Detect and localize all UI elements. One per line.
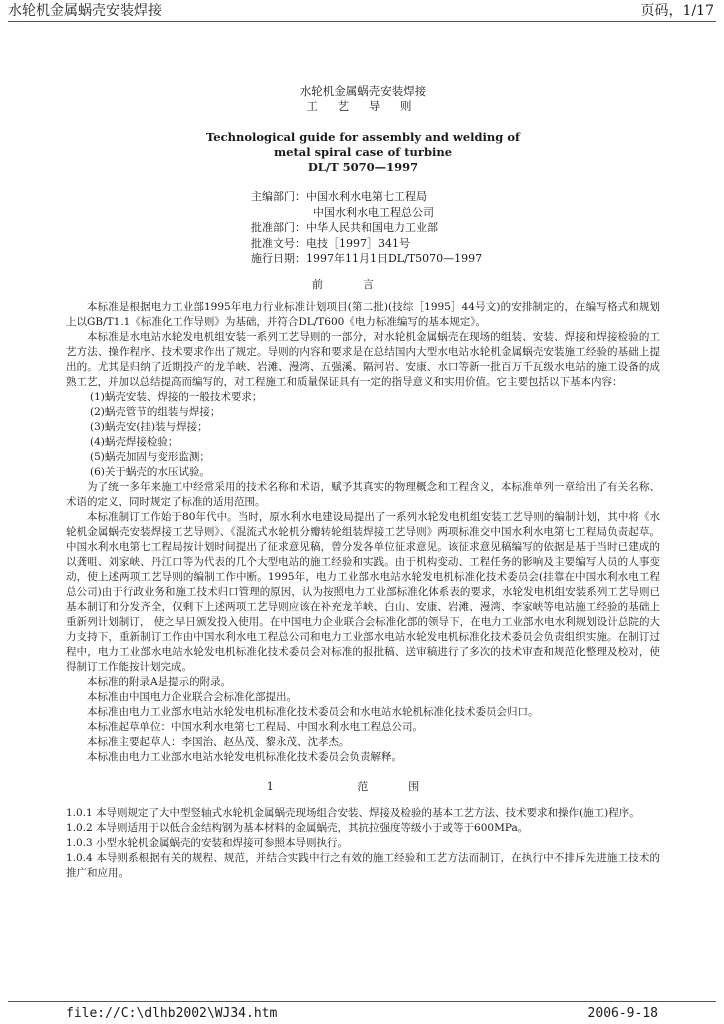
- preface-paragraph: 本标准由电力工业部水电站水轮发电机标准化技术委员会和水电站水轮机标准化技术委员会归口。: [87, 705, 539, 718]
- meta-value: 中国水利水电第七工程局: [306, 190, 427, 203]
- meta-row: [251, 220, 660, 236]
- doc-title-en-line1: Technological guide for assembly and welding of: [206, 130, 520, 144]
- meta-value: 中华人民共和国电力工业部: [306, 221, 438, 234]
- doc-title-en: [66, 130, 660, 175]
- doc-title-en-line2: metal spiral case of turbine: [273, 145, 453, 159]
- doc-title-cn: 水轮机金属蜗壳安装焊接: [299, 84, 427, 98]
- doc-subtitle-cn: 工 艺 导 则: [306, 99, 420, 113]
- print-date: 2006-9-18: [587, 1006, 658, 1021]
- meta-value: 中国水利水电工程总公司: [313, 205, 434, 219]
- meta-row: [251, 189, 660, 205]
- content-list: [66, 390, 660, 480]
- meta-label: 施行日期：: [251, 252, 306, 265]
- preface-paragraph: 本标准由电力工业部水电站水轮发电机标准化技术委员会负责解释。: [87, 750, 402, 763]
- list-item: (6)关于蜗壳的水压试验。: [90, 465, 210, 478]
- scope-heading: 1 范围: [266, 779, 460, 793]
- meta-row: [251, 236, 660, 252]
- list-item: (2)蜗壳管节的组装与焊接；: [90, 405, 221, 418]
- meta-label: 批准部门：: [251, 221, 306, 234]
- file-path: file://C:\dlhb2002\WJ34.htm: [66, 1006, 278, 1021]
- scope-clause: 1.0.3 小型水轮机金属蜗壳的安装和焊接可参照本导则执行。: [66, 836, 349, 849]
- meta-row: [251, 251, 660, 267]
- doc-meta: [251, 189, 660, 267]
- list-item: (5)蜗壳加固与变形监测；: [90, 450, 210, 463]
- list-item: (4)蜗壳焊接检验；: [90, 435, 179, 448]
- header-title: 水轮机金属蜗壳安装焊接: [8, 3, 162, 19]
- scope-clause: 1.0.1 本导则规定了大中型竖轴式水轮机金属蜗壳现场组合安装、焊接及检验的基本工艺方法、技术要求和操作(施工)程序。: [66, 806, 640, 819]
- meta-value: 1997年11月1日DL/T5070—1997: [306, 252, 483, 265]
- footer-divider: [8, 1001, 716, 1002]
- scope-clause: 1.0.2 本导则适用于以低合金结构钢为基本材料的金属蜗壳，其抗拉强度等级小于或等于600MPa。: [66, 821, 529, 834]
- doc-code: DL/T 5070—1997: [307, 160, 419, 174]
- preface-paragraph: 本标准起草单位：中国水利水电第七工程局、中国水利水电工程总公司。: [87, 720, 423, 733]
- document-body: [66, 84, 660, 881]
- list-item: (1)蜗壳安装、焊接的一般技术要求；: [90, 390, 263, 403]
- preface-paragraph: 为了统一多年来施工中经常采用的技术名称和术语，赋予其真实的物理概念和工程含义，本标准单列一章给出了有关名称、术语的定义，同时规定了标准的适用范围。: [66, 480, 660, 508]
- meta-label: 批准文号：: [251, 236, 306, 250]
- preface-paragraph: 本标准是根据电力工业部1995年电力行业标准计划项目(第二批)(技综［1995］44号文)的安排制定的，在编写格式和规划上以GB/T1.1《标准化工作导则》为基础，并符合DL/T600《电力标准编写的基本规定》。: [66, 300, 660, 328]
- scope-clause: 1.0.4 本导则系根据有关的规程、规范，并结合实践中行之有效的施工经验和工艺方法而制订，在执行中不排斥先进施工技术的推广和应用。: [66, 851, 660, 879]
- preface-paragraph: 本标准制订工作始于80年代中。当时，原水利水电建设局提出了一系列水轮发电机组安装工艺导则的编制计划，其中将《水轮机金属蜗壳安装焊接工艺导则》、《混流式水轮机分瓣转轮组装焊接工艺导则》两项标准交中国水利水电第七工程局负责起草。中国水利水电第七工程局按计划时间提出了征求意见稿，曾分发各单位征求意见。该征求意见稿编写的依据是基于当时已建成的以龚咀、刘家峡、丹江口等为代表的几个大型电站的施工经验和实践。由于机构变动、工程任务的影响及主要编写人员的人事变动，使上述两项工艺导则的编制工作中断。1995年，电力工业部水电站水轮发电机标准化技术委员会(挂靠在中国水利水电工程总公司)由于行政业务和施工技术归口管理的原因，认为按照电力工业部标准化体系表的要求，水轮发电机组安装系列工艺导则已基本制订和分发齐全，仅剩下上述两项工艺导则应该在补充龙羊峡、白山、安康、岩滩、漫湾、李家峡等电站施工经验的基础上重新列计划制订， 使之早日颁发投入使用。在中国电力企业联合会标准化部的领导下，在电力工业部水电水利规划设计总院的大力支持下，重新制订工作由中国水利水电工程总公司和电力工业部水电站水轮发电机标准化技术委员会负责组织实施。在制订过程中，电力工业部水电站水轮发电机标准化技术委员会对标准的报批稿、送审稿进行了多次的技术审查和规范化整理及校对，使得制订工作能按计划完成。: [66, 510, 660, 673]
- header-divider: [8, 21, 716, 22]
- list-item: (3)蜗壳安(挂)装与焊接；: [90, 420, 208, 433]
- meta-row: [251, 205, 660, 221]
- preface-paragraph: 本标准的附录A是提示的附录。: [87, 675, 232, 688]
- preface-paragraph: 本标准是水电站水轮发电机组安装一系列工艺导则的一部分，对水轮机金属蜗壳在现场的组装、安装、焊接和焊接检验的工艺方法、操作程序、技术要求作出了规定。导则的内容和要求是在总结国内大型水电站水轮机金属蜗壳安装施工经验的基础上提出的。尤其是归纳了近期投产的龙羊峡、岩滩、漫湾、五强溪、隔河岩、安康、水口等新一批百万千瓦级水电站的施工设备的成熟工艺，并加以总结提高而编写的，对工程施工和质量保证具有一定的指导意义和实用价值。它主要包括以下基本内容：: [66, 330, 660, 388]
- page-indicator: 页码，1/17: [640, 3, 714, 19]
- meta-label: 主编部门：: [251, 190, 306, 203]
- preface-heading: 前言: [312, 277, 414, 291]
- meta-value: 电技［1997］341号: [306, 236, 410, 250]
- preface-paragraph: 本标准主要起草人：李国治、赵丛茂、黎永茂、沈孝杰。: [87, 735, 350, 748]
- preface-paragraph: 本标准由中国电力企业联合会标准化部提出。: [87, 690, 297, 703]
